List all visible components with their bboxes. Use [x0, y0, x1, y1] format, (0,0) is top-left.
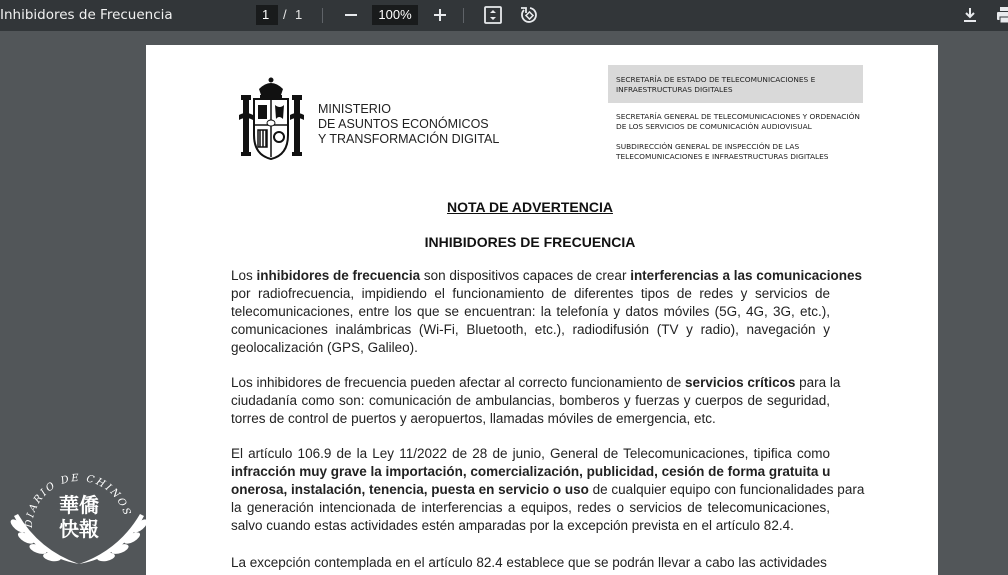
text-line	[231, 267, 863, 285]
bold-text: servicios críticos	[685, 375, 796, 390]
ministry-line: MINISTERIO	[318, 102, 391, 116]
text-line	[231, 392, 830, 410]
print-icon	[994, 5, 1008, 25]
text-run: comunicaciones inalámbricas (Wi-Fi, Bluetooth, etc.), radiodifusión (TV y radio), navegación y	[231, 322, 830, 337]
bold-text: inhibidores de frecuencia	[256, 268, 421, 283]
paragraph	[231, 445, 865, 535]
text-run: Los	[231, 268, 257, 283]
text-line	[231, 481, 865, 499]
download-button[interactable]	[959, 5, 981, 25]
page-number-input[interactable]: 1	[256, 5, 278, 25]
document-heading: NOTA DE ADVERTENCIA	[447, 199, 613, 215]
text-line	[231, 517, 830, 535]
coat-of-arms-icon	[239, 75, 304, 161]
text-line	[231, 339, 830, 357]
text-run: son dispositivos capaces de crear	[420, 268, 631, 283]
text-line	[231, 554, 830, 572]
toolbar-divider	[322, 8, 323, 23]
secretaria-general	[616, 112, 860, 131]
text-line	[231, 499, 830, 517]
paragraph	[231, 374, 841, 428]
text-line	[231, 463, 830, 481]
page-total: 1	[295, 7, 303, 22]
secretaria-general-line: DE LOS SERVICIOS DE COMUNICACIÓN AUDIOVISUAL	[616, 121, 812, 131]
text-run: geolocalización (GPS, Galileo).	[231, 340, 418, 355]
text-run: salvo cuando estas actividades estén amparadas por la excepción prevista en el artículo 82.4.	[231, 518, 794, 533]
text-run: de cualquier equipo con funcionalidades para	[588, 482, 865, 497]
subdireccion-line: SUBDIRECCIÓN GENERAL DE INSPECCIÓN DE LAS	[616, 142, 800, 151]
print-button[interactable]	[994, 5, 1008, 25]
ministry-line: Y TRANSFORMACIÓN DIGITAL	[318, 132, 500, 146]
text-run: ciudadanía como son: comunicación de ambulancias, bomberos y fuerzas y cuerpos de seguridad,	[231, 393, 830, 408]
secretaria-general-line: SECRETARÍA GENERAL DE TELECOMUNICACIONES Y ORDENACIÓN	[616, 112, 860, 121]
page-separator: /	[283, 7, 287, 22]
toolbar-divider	[463, 8, 464, 23]
fit-page-icon	[482, 5, 504, 25]
ministry-line: DE ASUNTOS ECONÓMICOS	[318, 117, 489, 131]
text-run: torres de control de puertos y aeropuertos, llamadas móviles de emergencia, etc.	[231, 411, 716, 426]
fit-to-page-button[interactable]	[482, 5, 504, 25]
text-line	[231, 285, 830, 303]
secretaria-estado-line: INFRAESTRUCTURAS DIGITALES	[616, 84, 733, 94]
download-icon	[959, 5, 981, 25]
paragraph	[231, 267, 863, 357]
document-title: Inhibidores de Frecuencia	[0, 7, 173, 23]
bold-text: interferencias a las comunicaciones	[630, 268, 863, 283]
subdireccion-line: TELECOMUNICACIONES E INFRAESTRUCTURAS DIGITALES	[616, 151, 829, 161]
watermark-arc-text: DIARIO DE CHINOS	[23, 472, 133, 529]
ministry-name	[318, 102, 499, 147]
bold-text: infracción muy grave la importación, comercialización, publicidad, cesión de forma gratuita u	[231, 464, 831, 479]
bold-text: onerosa, instalación, tenencia, puesta en servicio o uso	[231, 482, 589, 497]
text-line	[231, 445, 830, 463]
subdireccion	[616, 142, 828, 161]
document-subheading: INHIBIDORES DE FRECUENCIA	[424, 234, 636, 250]
rotate-icon	[518, 5, 540, 25]
text-line	[231, 374, 841, 392]
text-run: La excepción contemplada en el artículo 82.4 establece que se podrán llevar a cabo las actividades	[231, 555, 827, 570]
secretaria-estado-line: SECRETARÍA DE ESTADO DE TELECOMUNICACIONES E	[616, 75, 816, 84]
zoom-out-button[interactable]	[342, 5, 360, 25]
text-run: Los inhibidores de frecuencia pueden afectar al correcto funcionamiento de	[231, 375, 686, 390]
secretaria-estado	[616, 75, 815, 94]
text-line	[231, 321, 830, 339]
rotate-button[interactable]	[518, 5, 540, 25]
zoom-level-input[interactable]: 100%	[372, 5, 418, 25]
pdf-page	[146, 45, 938, 575]
text-run: telecomunicaciones, entre los que se encuentran: la telefonía y datos móviles (5G, 4G, 3G, etc.),	[231, 304, 830, 319]
paragraph	[231, 554, 830, 572]
pdf-toolbar	[0, 0, 1008, 31]
text-run: por radiofrecuencia, impidiendo el funcionamiento de diferentes tipos de redes y servicios de	[231, 286, 830, 301]
diario-de-chinos-watermark	[4, 466, 154, 575]
watermark-chinese-bottom: 快報	[59, 517, 99, 541]
zoom-in-button[interactable]	[431, 5, 449, 25]
text-line	[231, 303, 830, 321]
text-run: para la	[795, 375, 841, 390]
text-run: la generación intencionada de interferencias a equipos, redes o servicios de telecomunicaciones,	[231, 500, 830, 515]
text-line	[231, 410, 830, 428]
text-run: El artículo 106.9 de la Ley 11/2022 de 28 de junio, General de Telecomunicaciones, tipifica como	[231, 446, 830, 461]
watermark-chinese-top: 華僑	[59, 493, 99, 517]
